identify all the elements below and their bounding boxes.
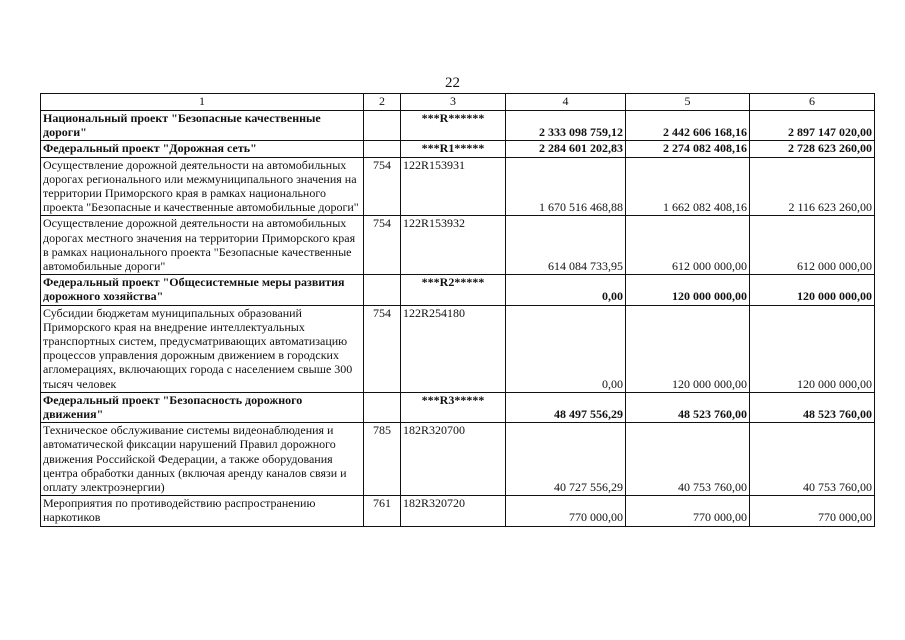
budget-table	[40, 93, 875, 527]
row-value-col4: 2 333 098 759,12	[506, 111, 626, 141]
row-grbs-cell: 785	[364, 423, 401, 496]
row-name-cell: Национальный проект "Безопасные качественные дороги"	[41, 111, 364, 141]
row-value-col6: 48 523 760,00	[750, 392, 875, 422]
row-value-col6: 612 000 000,00	[750, 216, 875, 275]
row-code-cell: 182R320700	[401, 423, 506, 496]
table-header-row	[41, 94, 875, 111]
row-grbs-cell	[364, 141, 401, 157]
row-value-col4: 614 084 733,95	[506, 216, 626, 275]
row-code-cell: ***R******	[401, 111, 506, 141]
row-value-col5: 770 000,00	[626, 496, 750, 526]
row-value-col6: 2 728 623 260,00	[750, 141, 875, 157]
column-header: 2	[364, 94, 401, 111]
row-code-cell: 122R153931	[401, 157, 506, 216]
row-code-cell: 122R254180	[401, 305, 506, 392]
row-value-col4: 0,00	[506, 275, 626, 305]
row-name-cell: Осуществление дорожной деятельности на автомобильных дорогах местного значения на территории Приморского края в рамках национального проекта "Безопасные качественные автомобильные дороги"	[41, 216, 364, 275]
row-name-cell: Федеральный проект "Безопасность дорожного движения"	[41, 392, 364, 422]
row-value-col5: 612 000 000,00	[626, 216, 750, 275]
column-header: 4	[506, 94, 626, 111]
row-value-col5: 2 274 082 408,16	[626, 141, 750, 157]
row-code-cell: ***R1*****	[401, 141, 506, 157]
row-value-col6: 2 897 147 020,00	[750, 111, 875, 141]
row-value-col6: 120 000 000,00	[750, 275, 875, 305]
row-value-col5: 120 000 000,00	[626, 305, 750, 392]
table-row	[41, 496, 875, 526]
row-grbs-cell	[364, 275, 401, 305]
row-grbs-cell: 754	[364, 157, 401, 216]
row-value-col4: 0,00	[506, 305, 626, 392]
column-header: 3	[401, 94, 506, 111]
row-value-col6: 2 116 623 260,00	[750, 157, 875, 216]
row-grbs-cell	[364, 392, 401, 422]
row-code-cell: ***R2*****	[401, 275, 506, 305]
row-value-col4: 770 000,00	[506, 496, 626, 526]
table-row	[41, 423, 875, 496]
column-header: 1	[41, 94, 364, 111]
row-value-col4: 48 497 556,29	[506, 392, 626, 422]
row-value-col6: 40 753 760,00	[750, 423, 875, 496]
page-number: 22	[445, 75, 460, 91]
table-row	[41, 392, 875, 422]
row-value-col5: 40 753 760,00	[626, 423, 750, 496]
row-grbs-cell: 754	[364, 216, 401, 275]
row-value-col5: 2 442 606 168,16	[626, 111, 750, 141]
row-grbs-cell	[364, 111, 401, 141]
row-code-cell: 182R320720	[401, 496, 506, 526]
row-name-cell: Федеральный проект "Общесистемные меры развития дорожного хозяйства"	[41, 275, 364, 305]
row-value-col5: 48 523 760,00	[626, 392, 750, 422]
row-value-col4: 40 727 556,29	[506, 423, 626, 496]
row-value-col6: 770 000,00	[750, 496, 875, 526]
column-header: 5	[626, 94, 750, 111]
column-header: 6	[750, 94, 875, 111]
row-name-cell: Осуществление дорожной деятельности на автомобильных дорогах регионального или межмуниципального значения на территории Приморского края в рамках национального проекта "Безопасные и качественные автомобильные дороги"	[41, 157, 364, 216]
table-row	[41, 305, 875, 392]
row-name-cell: Федеральный проект "Дорожная сеть"	[41, 141, 364, 157]
row-grbs-cell: 761	[364, 496, 401, 526]
row-name-cell: Субсидии бюджетам муниципальных образований Приморского края на внедрение интеллектуальных транспортных систем, предусматривающих автоматизацию процессов управления дорожным движением в городских агломерациях, включающих города с населением свыше 300 тысяч человек	[41, 305, 364, 392]
table-row	[41, 275, 875, 305]
row-value-col5: 120 000 000,00	[626, 275, 750, 305]
row-code-cell: ***R3*****	[401, 392, 506, 422]
table-row	[41, 216, 875, 275]
row-code-cell: 122R153932	[401, 216, 506, 275]
table-row	[41, 111, 875, 141]
row-value-col4: 1 670 516 468,88	[506, 157, 626, 216]
row-name-cell: Техническое обслуживание системы видеонаблюдения и автоматической фиксации нарушений Правил дорожного движения Российской Федерации, а также оборудования центра обработки данных (включая аренду каналов связи и оплату электроэнергии)	[41, 423, 364, 496]
row-value-col5: 1 662 082 408,16	[626, 157, 750, 216]
table-row	[41, 157, 875, 216]
table-row	[41, 141, 875, 157]
row-value-col4: 2 284 601 202,83	[506, 141, 626, 157]
row-grbs-cell: 754	[364, 305, 401, 392]
row-value-col6: 120 000 000,00	[750, 305, 875, 392]
row-name-cell: Мероприятия по противодействию распространению наркотиков	[41, 496, 364, 526]
